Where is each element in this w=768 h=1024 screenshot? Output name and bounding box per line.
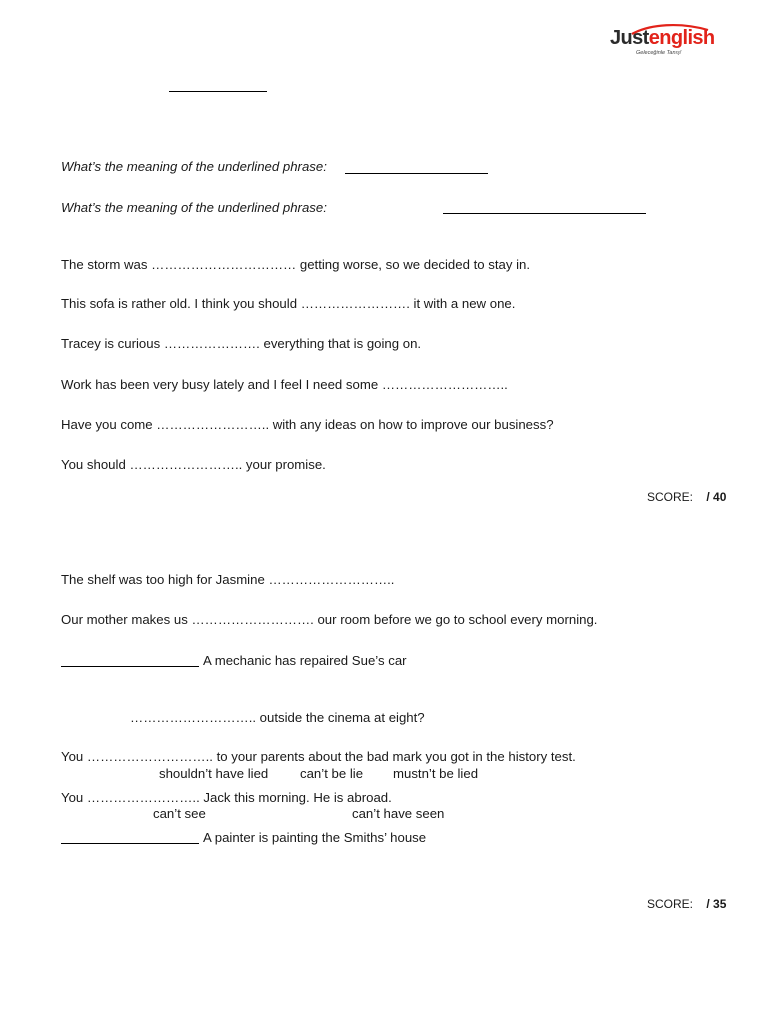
question-cinema: ……………………….. outside the cinema at eight? <box>130 710 425 725</box>
question-shelf: The shelf was too high for Jasmine ……………………….. <box>61 572 395 587</box>
justenglish-logo <box>606 22 718 62</box>
question-come: Have you come …………………….. with any ideas on how to improve our business? <box>61 417 554 432</box>
top-blank-line <box>169 91 267 92</box>
question-painter: A painter is painting the Smiths’ house <box>203 830 427 845</box>
meaning-question-1: What’s the meaning of the underlined phrase: <box>61 159 327 174</box>
meaning-answer-line-2 <box>443 213 646 214</box>
question-mechanic: A mechanic has repaired Sue’s car <box>203 653 407 668</box>
logo-wordmark <box>610 28 715 48</box>
question-work: Work has been very busy lately and I feel I need some ……………………….. <box>61 377 508 392</box>
logo-just: Just <box>610 27 649 49</box>
parents-option-1: shouldn’t have lied <box>159 766 269 781</box>
question-sofa: This sofa is rather old. I think you should ……………………. it with a new one. <box>61 296 516 311</box>
parents-option-3: mustn’t be lied <box>393 766 479 781</box>
painter-answer-line <box>61 843 199 844</box>
score-label-2: SCORE: <box>647 897 694 911</box>
parents-option-2: can’t be lie <box>300 766 364 781</box>
logo-tagline: Geleceğinle Tanış! <box>636 50 682 56</box>
question-tracey: Tracey is curious …………………. everything that is going on. <box>61 336 422 351</box>
meaning-answer-line-1 <box>345 173 488 174</box>
question-promise: You should …………………….. your promise. <box>61 457 326 472</box>
score-section-1 <box>647 490 726 504</box>
meaning-question-2: What’s the meaning of the underlined phrase: <box>61 200 327 215</box>
logo-english: english <box>648 27 715 49</box>
score-total-1: / 40 <box>706 490 727 504</box>
question-storm: The storm was …………………………… getting worse, so we decided to stay in. <box>61 257 531 272</box>
question-mother: Our mother makes us ………………………. our room before we go to school every morning. <box>61 612 598 627</box>
mechanic-answer-line <box>61 666 199 667</box>
score-total-2: / 35 <box>706 897 727 911</box>
jack-option-2: can’t have seen <box>352 806 445 821</box>
score-section-2 <box>647 897 726 911</box>
question-jack: You …………………….. Jack this morning. He is abroad. <box>61 790 392 805</box>
question-parents: You ……………………….. to your parents about the bad mark you got in the history test. <box>61 749 576 764</box>
jack-option-1: can’t see <box>153 806 206 821</box>
score-label-1: SCORE: <box>647 490 694 504</box>
